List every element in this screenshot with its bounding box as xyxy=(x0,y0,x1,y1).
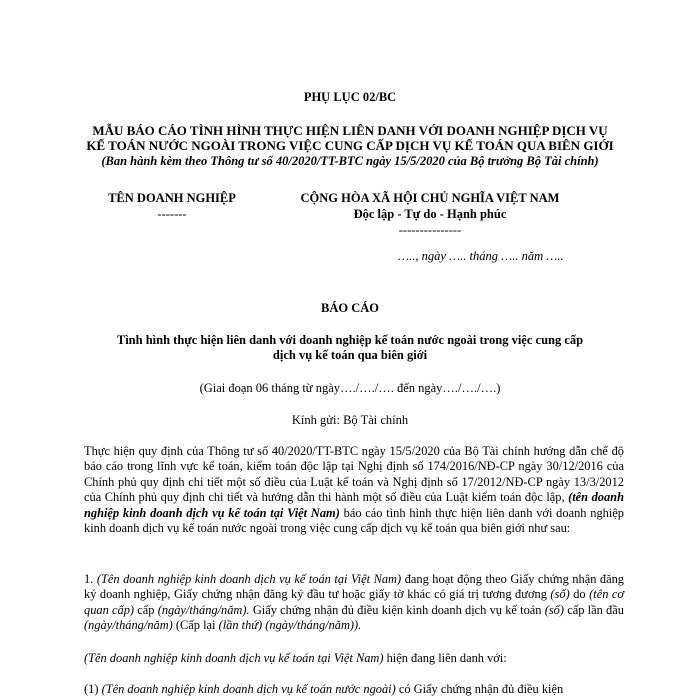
issued-note: (Ban hành kèm theo Thông tư số 40/2020/TT-BTC ngày 15/5/2020 của Bộ trưởng Bộ Tài chính) xyxy=(101,154,599,168)
report-subtitle-line-2: dịch vụ kế toán qua biên giới xyxy=(272,348,428,362)
section-1-text-k: (ngày/tháng/năm) xyxy=(84,618,173,633)
section-1-text-d: do xyxy=(573,587,586,602)
partnership-text-a: (Tên doanh nghiệp kinh doanh dịch vụ kế toán tại Việt Nam) xyxy=(84,651,384,665)
section-1-text-i: (số) xyxy=(544,602,564,617)
republic-title: CỘNG HÒA XÃ HỘI CHỦ NGHĨA VIỆT NAM xyxy=(300,191,560,205)
section-1-text-m: (lần thứ) (ngày/tháng/năm)). xyxy=(218,618,362,633)
section-1-text-a: (Tên doanh nghiệp kinh doanh dịch vụ kế toán tại Việt Nam) xyxy=(96,572,402,586)
intro-text-a: Thực hiện quy định của Thông tư số 40/2020/TT-BTC ngày 15/5/2020 của Bộ Tài chính hướng dẫn chế độ báo cáo trong lĩnh vực kế toán, kiểm toán độc lập tại Nghị định số 174/2016/NĐ-CP ngày 30/12/2016 của Chính phủ quy định chi tiết một số điều của Luật kế toán và Nghị định số 17/2012/NĐ-CP ngày 13/3/2012 của Chính phủ quy định chi tiết và hướng dẫn thi hành một số điều của Luật kiểm toán độc lập, xyxy=(84,444,624,505)
form-title-line-1: MẪU BÁO CÁO TÌNH HÌNH THỰC HIỆN LIÊN DANH VỚI DOANH NGHIỆP DỊCH VỤ xyxy=(92,123,608,138)
section-1-text-e: (tên cơ quan cấp) xyxy=(84,587,625,617)
section-1-paragraph xyxy=(84,572,624,634)
intro-paragraph xyxy=(84,444,624,536)
section-1-text-g: (ngày/tháng/năm). xyxy=(157,602,250,617)
section-1-text-l: (Cấp lại xyxy=(175,618,216,633)
foreign-partner-paragraph xyxy=(84,682,624,697)
section-1-text-h: Giấy chứng nhận đủ điều kiện kinh doanh dịch vụ kế toán xyxy=(252,602,542,617)
enterprise-divider: ------- xyxy=(157,207,187,221)
report-heading: BÁO CÁO xyxy=(321,301,379,315)
foreign-partner-number: (1) xyxy=(84,682,99,696)
enterprise-name: TÊN DOANH NGHIỆP xyxy=(108,191,236,205)
report-subtitle-line-1: Tình hình thực hiện liên danh với doanh nghiệp kế toán nước ngoài trong việc cung cấp xyxy=(116,333,584,347)
report-recipient: Kính gửi: Bộ Tài chính xyxy=(291,413,409,427)
section-1-text-j: cấp lần đầu xyxy=(567,602,624,617)
motto-divider: --------------- xyxy=(398,223,462,237)
partnership-paragraph xyxy=(84,651,624,666)
report-period: (Giai đoạn 06 tháng từ ngày…./…./…. đến ngày…./…./….) xyxy=(199,381,501,395)
partnership-text-b: hiện đang liên danh với: xyxy=(386,651,507,665)
intro-text-b: (tên doanh nghiệp kinh doanh dịch vụ kế toán tại Việt Nam) xyxy=(84,490,624,520)
foreign-partner-text-b: có Giấy chứng nhận đủ điều kiện xyxy=(398,682,564,696)
intro-text-c: báo cáo tình hình thực hiện liên danh với doanh nghiệp kinh doanh dịch vụ kế toán nước ngoài trong việc cung cấp dịch vụ kế toán qua biên giới như sau: xyxy=(84,505,624,536)
section-1-number: 1. xyxy=(84,572,94,586)
date-line: ….., ngày ….. tháng ….. năm ….. xyxy=(398,249,564,263)
section-1-text-b: đang hoạt động theo Giấy chứng nhận đăng ký doanh nghiệp, Giấy chứng nhận đăng ký đầu tư hoặc giấy tờ khác có giá trị tương đương xyxy=(84,572,625,602)
form-title-line-2: KẾ TOÁN NƯỚC NGOÀI TRONG VIỆC CUNG CẤP DỊCH VỤ KẾ TOÁN QUA BIÊN GIỚI xyxy=(86,138,614,153)
foreign-partner-text-a: (Tên doanh nghiệp kinh doanh dịch vụ kế toán nước ngoài) xyxy=(101,682,396,696)
national-motto: Độc lập - Tự do - Hạnh phúc xyxy=(353,207,507,221)
section-1-text-c: (số) xyxy=(550,587,570,602)
appendix-label: PHỤ LỤC 02/BC xyxy=(303,90,397,104)
section-1-text-f: cấp xyxy=(137,602,155,617)
